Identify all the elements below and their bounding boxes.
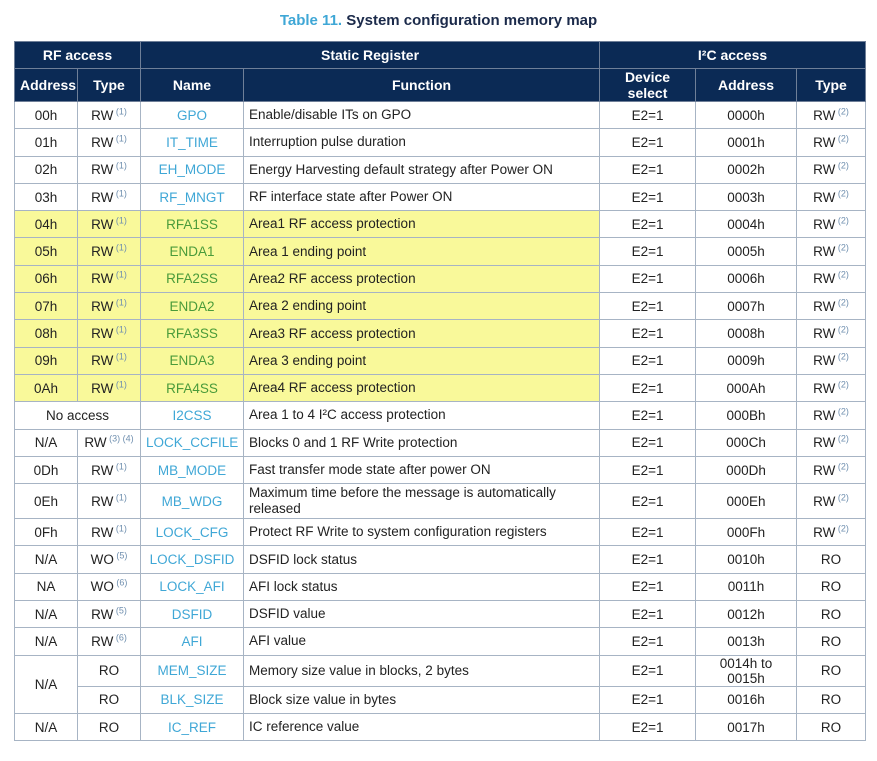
rf-address-cell: 02h <box>15 156 78 183</box>
register-name-cell: LOCK_DSFID <box>141 546 244 573</box>
function-cell: AFI lock status <box>244 573 600 600</box>
register-name-cell: RF_MNGT <box>141 183 244 210</box>
rf-address-cell: 05h <box>15 238 78 265</box>
device-select-cell: E2=1 <box>600 320 696 347</box>
i2c-address-cell: 0017h <box>696 713 797 740</box>
type-value: RO <box>820 579 842 595</box>
rf-type-cell <box>78 129 141 156</box>
device-select-cell: E2=1 <box>600 713 696 740</box>
type-value: RW <box>813 326 836 342</box>
register-name-cell: LOCK_CFG <box>141 519 244 546</box>
function-cell: RF interface state after Power ON <box>244 183 600 210</box>
type-value: RW <box>91 271 114 287</box>
i2c-type-cell <box>797 713 866 740</box>
function-cell: Area4 RF access protection <box>244 374 600 401</box>
table-number: Table 11. <box>279 12 343 29</box>
footnote-ref: (1) <box>113 492 127 503</box>
footnote-ref: (2) <box>835 379 849 390</box>
register-name-cell: LOCK_AFI <box>141 573 244 600</box>
device-select-cell: E2=1 <box>600 211 696 238</box>
footnote-ref: (2) <box>835 492 849 503</box>
table-row <box>15 601 866 628</box>
type-value: RW <box>91 162 114 178</box>
table-row <box>15 686 866 713</box>
type-value: RO <box>98 719 120 735</box>
function-cell: Block size value in bytes <box>244 686 600 713</box>
type-value: RO <box>820 552 842 568</box>
function-cell: IC reference value <box>244 713 600 740</box>
rf-type-cell <box>78 713 141 740</box>
register-name-cell: RFA1SS <box>141 211 244 238</box>
rf-address-cell: 03h <box>15 183 78 210</box>
table-row <box>15 374 866 401</box>
rf-address-cell: N/A <box>15 429 78 456</box>
table-row <box>15 211 866 238</box>
type-value: RO <box>820 633 842 649</box>
column-header-row <box>15 69 866 102</box>
footnote-ref: (1) <box>113 461 127 471</box>
rf-type-cell <box>78 183 141 210</box>
register-name-cell: I2CSS <box>141 402 244 429</box>
footnote-ref: (2) <box>835 106 849 117</box>
device-select-cell: E2=1 <box>600 484 696 519</box>
type-value: RW <box>91 189 114 205</box>
type-value: RW <box>91 606 114 622</box>
register-name-cell: LOCK_CCFILE <box>141 429 244 456</box>
type-value: RW <box>813 244 836 260</box>
i2c-type-cell <box>797 102 866 129</box>
type-value: RW <box>91 216 114 232</box>
i2c-type-cell <box>797 519 866 546</box>
function-cell: Memory size value in blocks, 2 bytes <box>244 655 600 686</box>
i2c-type-cell <box>797 265 866 292</box>
type-value: RW <box>813 134 836 150</box>
i2c-type-cell <box>797 183 866 210</box>
rf-address-cell: N/A <box>15 713 78 740</box>
register-name-cell: MB_MODE <box>141 456 244 483</box>
type-value: RO <box>98 663 120 679</box>
function-cell: Fast transfer mode state after power ON <box>244 456 600 483</box>
function-cell: Area 2 ending point <box>244 293 600 320</box>
i2c-type-cell <box>797 129 866 156</box>
memory-map-table <box>14 41 866 741</box>
footnote-ref: (1) <box>113 242 127 253</box>
rf-address-cell: N/A <box>15 628 78 655</box>
footnote-ref: (6) <box>113 577 128 588</box>
type-value: RO <box>820 719 842 735</box>
function-cell: Area2 RF access protection <box>244 265 600 292</box>
type-value: RW <box>91 462 114 478</box>
footnote-ref: (2) <box>835 406 849 417</box>
table-row <box>15 129 866 156</box>
rf-address-cell: 04h <box>15 211 78 238</box>
group-header-i2c-access: I²C access <box>600 42 866 69</box>
table-row <box>15 628 866 655</box>
footnote-ref: (2) <box>835 269 849 280</box>
rf-address-cell: 08h <box>15 320 78 347</box>
i2c-address-cell: 000Eh <box>696 484 797 519</box>
type-value: RW <box>813 462 836 478</box>
i2c-address-cell: 0014h to 0015h <box>696 655 797 686</box>
device-select-cell: E2=1 <box>600 129 696 156</box>
rf-type-cell <box>78 546 141 573</box>
footnote-ref: (1) <box>113 133 127 144</box>
i2c-type-cell <box>797 402 866 429</box>
type-value: RW <box>91 493 114 509</box>
i2c-type-cell <box>797 293 866 320</box>
i2c-type-cell <box>797 655 866 686</box>
rf-address-cell: 01h <box>15 129 78 156</box>
i2c-type-cell <box>797 628 866 655</box>
type-value: RO <box>820 606 842 622</box>
rf-address-cell: 06h <box>15 265 78 292</box>
footnote-ref: (1) <box>113 215 127 226</box>
col-header-device-select: Device select <box>600 69 696 102</box>
device-select-cell: E2=1 <box>600 429 696 456</box>
rf-type-cell <box>78 601 141 628</box>
footnote-ref: (1) <box>113 324 127 335</box>
i2c-address-cell: 0002h <box>696 156 797 183</box>
table-body <box>15 102 866 741</box>
function-cell: Protect RF Write to system configuration registers <box>244 519 600 546</box>
i2c-type-cell <box>797 573 866 600</box>
table-row <box>15 156 866 183</box>
type-value: RW <box>91 244 114 260</box>
footnote-ref: (2) <box>835 523 849 534</box>
i2c-address-cell: 0006h <box>696 265 797 292</box>
device-select-cell: E2=1 <box>600 686 696 713</box>
i2c-address-cell: 0011h <box>696 573 797 600</box>
i2c-address-cell: 0012h <box>696 601 797 628</box>
register-name-cell: RFA2SS <box>141 265 244 292</box>
device-select-cell: E2=1 <box>600 456 696 483</box>
i2c-type-cell <box>797 238 866 265</box>
i2c-address-cell: 0000h <box>696 102 797 129</box>
footnote-ref: (2) <box>835 297 849 308</box>
table-row <box>15 713 866 740</box>
device-select-cell: E2=1 <box>600 156 696 183</box>
table-title: System configuration memory map <box>346 12 598 29</box>
col-header-rf-address: Address <box>15 69 78 102</box>
type-value: RW <box>91 380 114 396</box>
device-select-cell: E2=1 <box>600 573 696 600</box>
type-value: RW <box>813 353 836 369</box>
i2c-address-cell: 000Fh <box>696 519 797 546</box>
function-cell: Area 1 ending point <box>244 238 600 265</box>
footnote-ref: (3) (4) <box>106 433 134 444</box>
col-header-i2c-type: Type <box>797 69 866 102</box>
table-row <box>15 546 866 573</box>
device-select-cell: E2=1 <box>600 546 696 573</box>
function-cell: Area1 RF access protection <box>244 211 600 238</box>
type-value: RW <box>813 189 836 205</box>
footnote-ref: (2) <box>835 351 849 362</box>
i2c-type-cell <box>797 429 866 456</box>
group-header-static-register: Static Register <box>141 42 600 69</box>
type-value: RW <box>91 298 114 314</box>
rf-address-cell: 09h <box>15 347 78 374</box>
rf-address-cell: N/A <box>15 655 78 713</box>
function-cell: Interruption pulse duration <box>244 129 600 156</box>
group-header-row <box>15 42 866 69</box>
i2c-type-cell <box>797 546 866 573</box>
footnote-ref: (1) <box>113 106 127 117</box>
register-name-cell: ENDA3 <box>141 347 244 374</box>
rf-type-cell <box>78 102 141 129</box>
footnote-ref: (2) <box>835 324 849 335</box>
rf-type-cell <box>78 211 141 238</box>
rf-type-cell <box>78 686 141 713</box>
type-value: RW <box>813 162 836 178</box>
device-select-cell: E2=1 <box>600 293 696 320</box>
device-select-cell: E2=1 <box>600 628 696 655</box>
i2c-type-cell <box>797 347 866 374</box>
type-value: RW <box>813 524 836 540</box>
i2c-type-cell <box>797 686 866 713</box>
i2c-address-cell: 0009h <box>696 347 797 374</box>
device-select-cell: E2=1 <box>600 519 696 546</box>
register-name-cell: IT_TIME <box>141 129 244 156</box>
function-cell: DSFID value <box>244 601 600 628</box>
type-value: RW <box>813 380 836 396</box>
footnote-ref: (2) <box>835 188 849 199</box>
rf-address-cell: 0Ah <box>15 374 78 401</box>
register-name-cell: ENDA1 <box>141 238 244 265</box>
type-value: RW <box>91 524 114 540</box>
rf-type-cell <box>78 320 141 347</box>
type-value: RW <box>813 271 836 287</box>
rf-type-cell <box>78 293 141 320</box>
i2c-type-cell <box>797 211 866 238</box>
function-cell: Enable/disable ITs on GPO <box>244 102 600 129</box>
type-value: RW <box>813 407 836 423</box>
i2c-address-cell: 0001h <box>696 129 797 156</box>
i2c-address-cell: 0003h <box>696 183 797 210</box>
type-value: RO <box>98 692 120 708</box>
rf-type-cell <box>78 429 141 456</box>
type-value: RW <box>91 326 114 342</box>
function-cell: Area 1 to 4 I²C access protection <box>244 402 600 429</box>
rf-address-cell: 00h <box>15 102 78 129</box>
col-header-name: Name <box>141 69 244 102</box>
i2c-type-cell <box>797 374 866 401</box>
type-value: RO <box>820 692 842 708</box>
type-value: RW <box>91 353 114 369</box>
table-row <box>15 456 866 483</box>
rf-type-cell <box>78 484 141 519</box>
register-name-cell: DSFID <box>141 601 244 628</box>
col-header-i2c-address: Address <box>696 69 797 102</box>
function-cell: Blocks 0 and 1 RF Write protection <box>244 429 600 456</box>
rf-type-cell <box>78 374 141 401</box>
footnote-ref: (5) <box>113 550 128 561</box>
rf-type-cell <box>78 628 141 655</box>
type-value: RW <box>813 216 836 232</box>
footnote-ref: (1) <box>113 188 127 199</box>
footnote-ref: (2) <box>835 133 849 144</box>
type-value: RW <box>813 298 836 314</box>
i2c-address-cell: 000Ch <box>696 429 797 456</box>
rf-type-cell <box>78 265 141 292</box>
footnote-ref: (1) <box>113 379 127 390</box>
i2c-type-cell <box>797 601 866 628</box>
footnote-ref: (1) <box>113 160 127 171</box>
i2c-address-cell: 0013h <box>696 628 797 655</box>
device-select-cell: E2=1 <box>600 374 696 401</box>
device-select-cell: E2=1 <box>600 102 696 129</box>
type-value: RO <box>820 663 842 679</box>
device-select-cell: E2=1 <box>600 238 696 265</box>
group-header-rf-access: RF access <box>15 42 141 69</box>
register-name-cell: IC_REF <box>141 713 244 740</box>
footnote-ref: (2) <box>835 215 849 226</box>
rf-no-access-cell: No access <box>15 402 141 429</box>
device-select-cell: E2=1 <box>600 402 696 429</box>
register-name-cell: RFA4SS <box>141 374 244 401</box>
type-value: WO <box>90 579 114 595</box>
type-value: WO <box>90 552 114 568</box>
rf-address-cell: NA <box>15 573 78 600</box>
function-cell: Area3 RF access protection <box>244 320 600 347</box>
register-name-cell: EH_MODE <box>141 156 244 183</box>
i2c-type-cell <box>797 320 866 347</box>
footnote-ref: (2) <box>835 242 849 253</box>
table-row <box>15 402 866 429</box>
rf-address-cell: 0Dh <box>15 456 78 483</box>
i2c-type-cell <box>797 484 866 519</box>
footnote-ref: (2) <box>835 461 849 471</box>
rf-address-cell: 07h <box>15 293 78 320</box>
function-cell: Energy Harvesting default strategy after Power ON <box>244 156 600 183</box>
i2c-address-cell: 0005h <box>696 238 797 265</box>
i2c-address-cell: 000Bh <box>696 402 797 429</box>
table-row <box>15 429 866 456</box>
footnote-ref: (6) <box>113 632 127 643</box>
footnote-ref: (1) <box>113 297 127 308</box>
footnote-ref: (2) <box>835 160 849 171</box>
rf-address-cell: 0Eh <box>15 484 78 519</box>
device-select-cell: E2=1 <box>600 183 696 210</box>
function-cell: DSFID lock status <box>244 546 600 573</box>
device-select-cell: E2=1 <box>600 601 696 628</box>
table-row <box>15 484 866 519</box>
register-name-cell: BLK_SIZE <box>141 686 244 713</box>
table-row <box>15 573 866 600</box>
device-select-cell: E2=1 <box>600 347 696 374</box>
rf-type-cell <box>78 456 141 483</box>
type-value: RW <box>84 435 107 451</box>
table-row <box>15 238 866 265</box>
rf-address-cell: N/A <box>15 546 78 573</box>
register-name-cell: AFI <box>141 628 244 655</box>
i2c-type-cell <box>797 456 866 483</box>
i2c-address-cell: 0016h <box>696 686 797 713</box>
table-row <box>15 320 866 347</box>
device-select-cell: E2=1 <box>600 655 696 686</box>
table-row <box>15 293 866 320</box>
rf-type-cell <box>78 238 141 265</box>
i2c-address-cell: 000Ah <box>696 374 797 401</box>
rf-type-cell <box>78 156 141 183</box>
function-cell: Area 3 ending point <box>244 347 600 374</box>
rf-address-cell: N/A <box>15 601 78 628</box>
col-header-rf-type: Type <box>78 69 141 102</box>
footnote-ref: (1) <box>113 269 127 280</box>
i2c-address-cell: 0010h <box>696 546 797 573</box>
footnote-ref: (1) <box>113 351 127 362</box>
i2c-address-cell: 000Dh <box>696 456 797 483</box>
i2c-address-cell: 0008h <box>696 320 797 347</box>
footnote-ref: (5) <box>113 605 127 616</box>
type-value: RW <box>813 493 836 509</box>
register-name-cell: GPO <box>141 102 244 129</box>
table-row <box>15 183 866 210</box>
function-cell: AFI value <box>244 628 600 655</box>
device-select-cell: E2=1 <box>600 265 696 292</box>
i2c-address-cell: 0004h <box>696 211 797 238</box>
rf-type-cell <box>78 519 141 546</box>
table-caption <box>0 12 877 29</box>
function-cell: Maximum time before the message is automatically released <box>244 484 600 519</box>
rf-type-cell <box>78 655 141 686</box>
table-row <box>15 519 866 546</box>
register-name-cell: MEM_SIZE <box>141 655 244 686</box>
rf-type-cell <box>78 573 141 600</box>
rf-address-cell: 0Fh <box>15 519 78 546</box>
table-row <box>15 655 866 686</box>
footnote-ref: (2) <box>835 433 849 444</box>
table-row <box>15 102 866 129</box>
rf-type-cell <box>78 347 141 374</box>
type-value: RW <box>91 633 114 649</box>
type-value: RW <box>91 134 114 150</box>
i2c-address-cell: 0007h <box>696 293 797 320</box>
register-name-cell: ENDA2 <box>141 293 244 320</box>
table-row <box>15 265 866 292</box>
col-header-function: Function <box>244 69 600 102</box>
type-value: RW <box>91 107 114 123</box>
register-name-cell: RFA3SS <box>141 320 244 347</box>
register-name-cell: MB_WDG <box>141 484 244 519</box>
table-row <box>15 347 866 374</box>
type-value: RW <box>813 435 836 451</box>
type-value: RW <box>813 107 836 123</box>
footnote-ref: (1) <box>113 523 127 534</box>
i2c-type-cell <box>797 156 866 183</box>
